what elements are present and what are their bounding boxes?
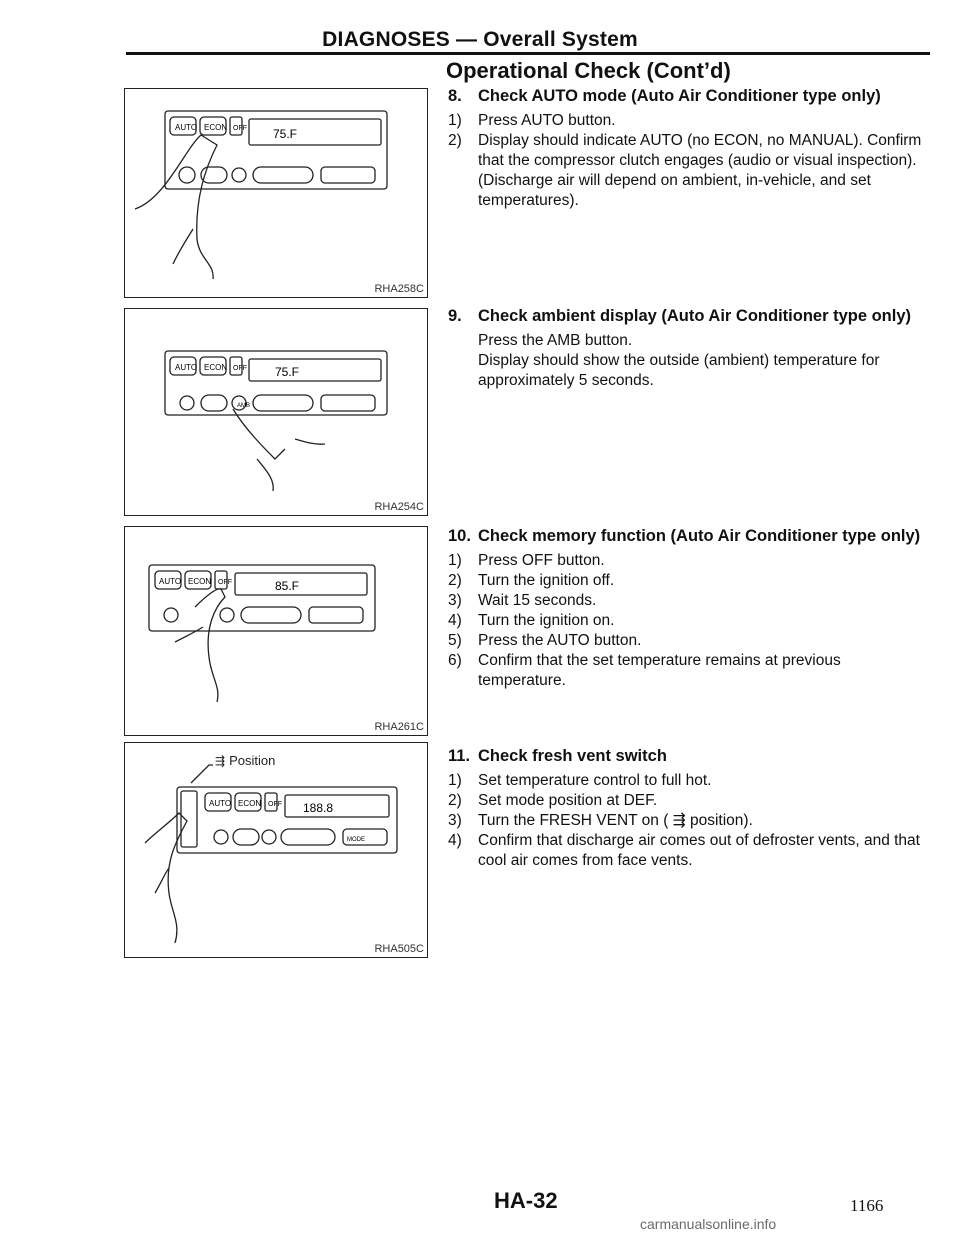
page-number: HA-32 xyxy=(494,1188,558,1213)
watermark: carmanualsonline.info xyxy=(640,1216,777,1232)
panel-temp-display: 75.F xyxy=(273,127,298,141)
figure-ambient-display xyxy=(124,308,428,516)
control-panel-illustration xyxy=(125,527,427,735)
header-rule xyxy=(126,52,930,55)
list-item: 1) Press AUTO button. xyxy=(448,112,616,129)
panel-temp-display: 188.8 xyxy=(303,801,334,815)
list-item: 4) Turn the ignition on. xyxy=(448,612,615,629)
panel-off-label: OFF xyxy=(233,365,247,372)
panel-amb-label: AMB xyxy=(237,403,251,409)
panel-mode-label: MODE xyxy=(347,837,365,843)
panel-econ-label: ECON xyxy=(204,123,228,132)
step-8 xyxy=(448,84,930,211)
step-title: 9. Check ambient display (Auto Air Conditioner type only) xyxy=(448,307,912,325)
list-item: 3) Wait 15 seconds. xyxy=(448,592,597,609)
figure-memory-function xyxy=(124,526,428,736)
paragraph: Press the AMB button. xyxy=(478,332,633,349)
figure-code: RHA505C xyxy=(374,943,424,955)
panel-auto-label: AUTO xyxy=(209,799,232,808)
figure-code: RHA258C xyxy=(374,283,424,295)
list-item: 6) Confirm that the set temperature remains at previous temperature. xyxy=(448,652,841,689)
panel-off-label: OFF xyxy=(233,125,247,132)
panel-off-label: OFF xyxy=(268,801,282,808)
page-header-title: DIAGNOSES — Overall System xyxy=(322,28,638,51)
list-item: 2) Display should indicate AUTO (no ECON, no MANUAL). Confirm that the compressor clutch engages (audio or visual inspection). (Discharge air will depend on ambient, in-vehicle, and set temperatures). xyxy=(448,132,922,209)
panel-econ-label: ECON xyxy=(238,799,262,808)
step-title: 8. Check AUTO mode (Auto Air Conditioner type only) xyxy=(448,87,881,105)
fresh-vent-icon: ⇶ xyxy=(668,812,690,829)
step-11 xyxy=(448,744,930,871)
list-item: 5) Press the AUTO button. xyxy=(448,632,642,649)
panel-off-label: OFF xyxy=(218,579,232,586)
list-item: 1) Press OFF button. xyxy=(448,552,605,569)
step-9 xyxy=(448,304,930,391)
panel-auto-label: AUTO xyxy=(175,363,198,372)
panel-econ-label: ECON xyxy=(204,363,228,372)
figure-fresh-vent xyxy=(124,742,428,958)
list-item: 4) Confirm that discharge air comes out of defroster vents, and that cool air comes from face vents. xyxy=(448,832,920,869)
figure-auto-mode xyxy=(124,88,428,298)
list-item: 3) Turn the FRESH VENT on ( ⇶ position). xyxy=(448,812,753,829)
panel-auto-label: AUTO xyxy=(159,577,182,586)
control-panel-illustration xyxy=(125,309,427,515)
figure-code: RHA261C xyxy=(374,721,424,733)
list-item: 2) Set mode position at DEF. xyxy=(448,792,658,809)
position-label: Position xyxy=(229,753,276,768)
list-item: 2) Turn the ignition off. xyxy=(448,572,615,589)
figure-code: RHA254C xyxy=(374,501,424,513)
document-number: 1166 xyxy=(850,1196,884,1215)
panel-temp-display: 85.F xyxy=(275,579,300,593)
panel-econ-label: ECON xyxy=(188,577,212,586)
control-panel-illustration xyxy=(125,743,427,957)
panel-temp-display: 75.F xyxy=(275,365,300,379)
list-item: 1) Set temperature control to full hot. xyxy=(448,772,712,789)
fresh-vent-icon: ⇶ xyxy=(215,754,226,768)
section-title: Operational Check (Cont’d) xyxy=(446,58,731,83)
control-panel-illustration xyxy=(125,89,427,297)
paragraph: Display should show the outside (ambient) temperature for approximately 5 seconds. xyxy=(478,352,880,389)
panel-auto-label: AUTO xyxy=(175,123,198,132)
step-10 xyxy=(448,524,930,691)
step-title: 11. Check fresh vent switch xyxy=(448,747,667,765)
step-title: 10. Check memory function (Auto Air Conditioner type only) xyxy=(448,527,921,545)
